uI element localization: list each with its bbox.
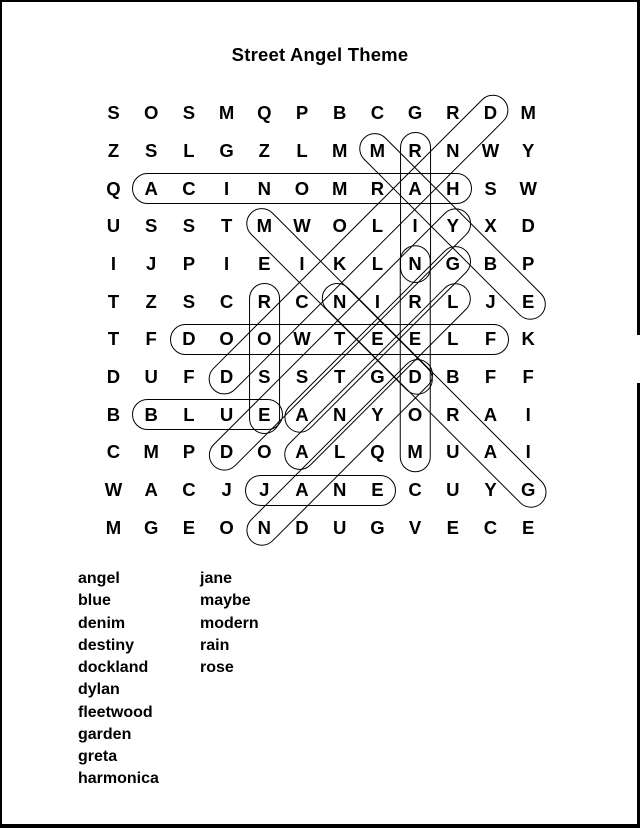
grid-cell: T bbox=[107, 328, 120, 350]
grid-cell: G bbox=[520, 479, 536, 501]
grid-cell: Z bbox=[107, 139, 120, 161]
grid-cell: E bbox=[371, 328, 384, 350]
grid-cell: Z bbox=[258, 139, 270, 161]
grid-cell: B bbox=[333, 102, 347, 124]
grid-cell: O bbox=[219, 516, 234, 538]
word-list-item: destiny bbox=[78, 636, 135, 654]
word-list-item: garden bbox=[78, 725, 132, 743]
grid-cell: B bbox=[446, 366, 460, 388]
grid-cell: L bbox=[371, 215, 384, 237]
grid-cell: K bbox=[333, 252, 347, 274]
grid-cell: U bbox=[144, 366, 158, 388]
grid-cell: L bbox=[371, 252, 384, 274]
grid-cell: M bbox=[105, 516, 122, 538]
grid-cell: O bbox=[143, 102, 159, 124]
grid-cell: Q bbox=[370, 441, 385, 463]
grid-cell: L bbox=[183, 139, 195, 161]
grid-cell: U bbox=[333, 516, 347, 538]
grid-cell: L bbox=[334, 441, 346, 463]
grid-cell: N bbox=[408, 252, 422, 274]
grid-cell: J bbox=[146, 252, 157, 274]
grid-cell: L bbox=[447, 290, 459, 312]
grid-cell: Q bbox=[257, 102, 272, 124]
grid-cell: N bbox=[333, 290, 347, 312]
grid-cell: G bbox=[370, 366, 385, 388]
word-list-item: angel bbox=[78, 570, 120, 587]
grid-cell: G bbox=[143, 516, 159, 538]
grid-cell: F bbox=[484, 328, 497, 350]
word-list-column1 bbox=[78, 568, 159, 791]
grid-cell: N bbox=[257, 516, 271, 538]
grid-cell: C bbox=[370, 102, 385, 124]
grid-cell: L bbox=[296, 139, 308, 161]
grid-cell: N bbox=[257, 177, 271, 199]
grid-cell: I bbox=[525, 403, 531, 425]
grid-cell: W bbox=[104, 479, 123, 501]
grid-cell: M bbox=[407, 441, 423, 463]
grid-cell: G bbox=[445, 252, 460, 274]
grid-cell: J bbox=[221, 479, 232, 501]
grid-cell: E bbox=[182, 516, 196, 538]
word-list-item: dylan bbox=[78, 681, 120, 699]
grid-cell: I bbox=[299, 252, 305, 274]
grid-cell: O bbox=[219, 328, 234, 350]
grid-cell: M bbox=[331, 177, 348, 199]
word-list-item: blue bbox=[78, 592, 111, 610]
grid-cell: A bbox=[295, 403, 309, 425]
grid-cell: B bbox=[106, 403, 121, 425]
grid-cell: L bbox=[447, 328, 459, 350]
grid-cell: W bbox=[293, 328, 311, 350]
grid-cell: D bbox=[408, 366, 422, 388]
grid-cell: O bbox=[294, 177, 310, 199]
grid-cell: S bbox=[182, 290, 196, 312]
grid-cell: C bbox=[182, 479, 196, 501]
grid-cell: T bbox=[334, 366, 346, 388]
word-list-item: greta bbox=[78, 748, 118, 765]
word-list-item: dockland bbox=[78, 659, 149, 676]
grid-cell: C bbox=[182, 177, 196, 199]
grid-cell: R bbox=[408, 139, 422, 161]
grid-cell: U bbox=[446, 479, 460, 501]
grid-cell: D bbox=[219, 366, 234, 388]
grid-cell: I bbox=[224, 177, 230, 199]
grid-cell: D bbox=[521, 215, 535, 237]
grid-cell: Y bbox=[446, 215, 459, 237]
grid-cell: I bbox=[525, 441, 531, 463]
grid-cell: U bbox=[106, 215, 121, 237]
grid-cell: A bbox=[144, 479, 158, 501]
grid-cell: G bbox=[407, 102, 423, 124]
grid-cell: G bbox=[219, 139, 234, 161]
grid-cell: M bbox=[218, 102, 235, 124]
word-list-item: rose bbox=[200, 659, 234, 676]
grid-cell: W bbox=[293, 215, 311, 237]
word-list-item: harmonica bbox=[78, 770, 159, 788]
grid-cell: S bbox=[484, 177, 497, 199]
grid-cell: E bbox=[258, 252, 271, 274]
grid-cell: H bbox=[446, 177, 460, 199]
grid-cell: R bbox=[446, 403, 460, 425]
grid-cell: I bbox=[412, 215, 418, 237]
grid-cell: F bbox=[145, 328, 157, 350]
grid-cell: F bbox=[183, 366, 195, 388]
grid-cell: A bbox=[295, 441, 309, 463]
grid-cell: B bbox=[483, 252, 498, 274]
grid-cell: Y bbox=[484, 479, 497, 501]
grid-cell: M bbox=[256, 215, 272, 237]
grid-cell: P bbox=[182, 441, 196, 463]
grid-cell: W bbox=[519, 177, 537, 199]
grid-cell: E bbox=[522, 516, 535, 538]
grid-cell: E bbox=[258, 403, 271, 425]
grid-cell: D bbox=[219, 441, 234, 463]
grid-cell: C bbox=[295, 290, 309, 312]
grid-cell: Y bbox=[371, 403, 384, 425]
grid-cell: S bbox=[182, 102, 196, 124]
grid-cell: C bbox=[219, 290, 234, 312]
grid-cell: O bbox=[407, 403, 423, 425]
grid-cell: D bbox=[295, 516, 309, 538]
grid-cell: S bbox=[107, 102, 120, 124]
grid-cell: M bbox=[520, 102, 536, 124]
grid-cell: M bbox=[143, 441, 159, 463]
grid-cell: E bbox=[522, 290, 535, 312]
grid-cell: O bbox=[257, 441, 272, 463]
word-list-item: maybe bbox=[200, 592, 251, 610]
grid-cell: P bbox=[295, 102, 309, 124]
grid-cell: E bbox=[446, 516, 459, 538]
grid-cell: J bbox=[485, 290, 496, 312]
word-list-item: modern bbox=[200, 614, 259, 632]
grid-cell: V bbox=[408, 516, 422, 538]
grid-cell: L bbox=[183, 403, 195, 425]
grid-cell: F bbox=[522, 366, 534, 388]
grid-cell: M bbox=[369, 139, 386, 161]
grid-cell: N bbox=[333, 403, 347, 425]
grid-cell: E bbox=[371, 479, 384, 501]
grid-cell: S bbox=[182, 215, 196, 237]
grid-cell: A bbox=[483, 441, 498, 463]
grid-cell: F bbox=[484, 366, 497, 388]
grid-cell: X bbox=[484, 215, 497, 237]
grid-cell: N bbox=[333, 479, 347, 501]
grid-cell: C bbox=[106, 441, 121, 463]
grid-cell: I bbox=[110, 252, 117, 274]
grid-cell: D bbox=[483, 102, 498, 124]
grid-cell: T bbox=[334, 328, 346, 350]
grid-cell: S bbox=[145, 215, 158, 237]
word-list-column2 bbox=[200, 568, 259, 679]
grid-cell: R bbox=[370, 177, 385, 199]
grid-cell: E bbox=[408, 328, 422, 350]
grid-cell: A bbox=[144, 177, 158, 199]
grid-cell: A bbox=[408, 177, 422, 199]
grid-cell: N bbox=[446, 139, 460, 161]
grid-cell: I bbox=[224, 252, 230, 274]
word-list-item: denim bbox=[78, 614, 126, 632]
word-list-item: fleetwood bbox=[78, 703, 153, 721]
grid-cell: Y bbox=[522, 139, 535, 161]
word-list-item: jane bbox=[200, 570, 233, 587]
grid-cell: S bbox=[258, 366, 271, 388]
grid-cell: C bbox=[483, 516, 498, 538]
grid-cell: P bbox=[182, 252, 196, 274]
grid-cell: R bbox=[408, 290, 422, 312]
grid-cell: R bbox=[446, 102, 460, 124]
puzzle-title: Street Angel Theme bbox=[231, 44, 409, 65]
grid-cell: S bbox=[145, 139, 158, 161]
grid-cell: J bbox=[259, 479, 270, 501]
grid-cell: G bbox=[370, 516, 385, 538]
grid-cell: S bbox=[295, 366, 309, 388]
grid-cell: D bbox=[182, 328, 196, 350]
grid-cell: O bbox=[332, 215, 347, 237]
grid-cell: K bbox=[521, 328, 535, 350]
grid-cell: O bbox=[257, 328, 272, 350]
grid-cell: Q bbox=[106, 177, 121, 199]
grid-cell: W bbox=[481, 139, 500, 161]
grid-cell: U bbox=[446, 441, 460, 463]
grid-cell: A bbox=[295, 479, 309, 501]
grid-cell: C bbox=[408, 479, 422, 501]
grid-cell: P bbox=[522, 252, 535, 274]
grid-cell: U bbox=[219, 403, 234, 425]
grid-cell: A bbox=[483, 403, 498, 425]
grid-cell: T bbox=[220, 215, 233, 237]
grid-cell: M bbox=[331, 139, 348, 161]
grid-cell: R bbox=[257, 290, 271, 312]
word-list-item: rain bbox=[200, 636, 230, 654]
grid-cell: I bbox=[374, 290, 380, 312]
grid-cell: B bbox=[144, 403, 158, 425]
grid-cell: D bbox=[106, 366, 121, 388]
grid-cell: T bbox=[107, 290, 120, 312]
grid-cell: Z bbox=[145, 290, 157, 312]
